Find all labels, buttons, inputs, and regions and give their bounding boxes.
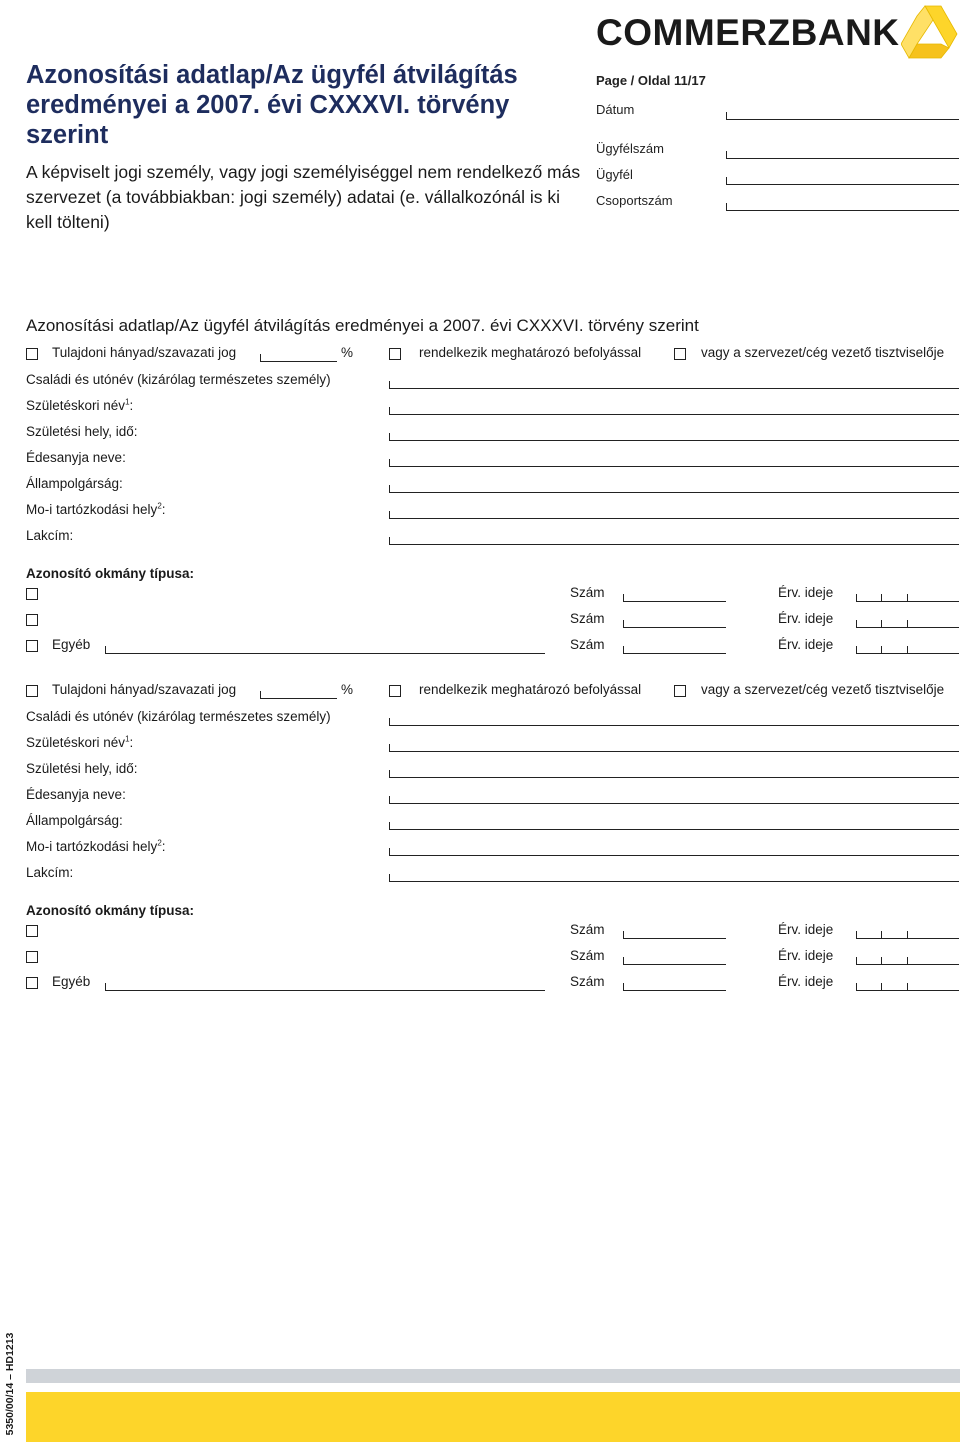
doc-type-label: Azonosító okmány típusa: [26,903,195,918]
validity-divider [881,931,882,938]
officer-label: vagy a szervezet/cég vezető tisztviselője [701,345,945,360]
footer-gray-bar [26,1369,960,1383]
mother-name-label: Édesanyja neve: [26,450,126,465]
bank-logo-ribbon-icon [901,4,959,65]
doc-type-other-label: Egyéb [52,974,91,989]
section-title: Azonosítási adatlap/Az ügyfél átvilágítás eredményei a 2007. évi CXXXVI. törvény szerint [26,316,699,335]
doc-number-field[interactable] [623,594,726,602]
footer-yellow-bar [26,1392,960,1442]
citizenship-label: Állampolgárság: [26,813,123,828]
validity-divider [907,957,908,964]
doc-number-label: Szám [570,974,605,989]
percent-sign: % [341,682,354,697]
validity-label: Érv. ideje [778,948,834,963]
citizenship-field[interactable] [389,822,959,830]
doc-number-field[interactable] [623,983,726,991]
doc-number-label: Szám [570,637,605,652]
validity-divider [907,931,908,938]
page-number: Page / Oldal 11/17 [596,73,706,88]
doc-type-other-field[interactable] [105,983,545,991]
doc-number-field[interactable] [623,620,726,628]
birth-name-label: Születéskori név$^1$: [26,397,134,413]
ownership-checkbox[interactable] [26,348,38,360]
percent-sign: % [341,345,354,360]
doc-number-field[interactable] [623,931,726,939]
client-number-label: Ügyfélszám [596,141,664,156]
name-field[interactable] [389,718,959,726]
doc-type-other-label: Egyéb [52,637,91,652]
doc-type-checkbox-2[interactable] [26,951,38,963]
validity-divider [881,646,882,653]
doc-type-other-checkbox[interactable] [26,640,38,652]
doc-type-other-checkbox[interactable] [26,977,38,989]
group-number-label: Csoportszám [596,193,673,208]
document-title: Azonosítási adatlap/Az ügyfél átvilágítás eredményei a 2007. évi CXXXVI. törvény szerint [26,61,518,149]
control-checkbox[interactable] [389,348,401,360]
citizenship-field[interactable] [389,485,959,493]
doc-number-field[interactable] [623,957,726,965]
address-label: Lakcím: [26,528,74,543]
doc-type-checkbox-1[interactable] [26,588,38,600]
birth-place-label: Születési hely, idő: [26,761,138,776]
birth-place-field[interactable] [389,770,959,778]
mother-name-label: Édesanyja neve: [26,787,126,802]
validity-label: Érv. ideje [778,611,834,626]
control-label: rendelkezik meghatározó befolyással [419,682,642,697]
doc-number-label: Szám [570,948,605,963]
address-field[interactable] [389,874,959,882]
name-label: Családi és utónév (kizárólag természetes személy) [26,372,331,387]
doc-number-label: Szám [570,611,605,626]
validity-divider [907,983,908,990]
validity-label: Érv. ideje [778,922,834,937]
birth-name-label: Születéskori név$^1$: [26,734,134,750]
date-label: Dátum [596,102,635,117]
officer-checkbox[interactable] [674,685,686,697]
address-label: Lakcím: [26,865,74,880]
doc-number-label: Szám [570,585,605,600]
validity-divider [881,620,882,627]
doc-type-checkbox-2[interactable] [26,614,38,626]
birth-place-label: Születési hely, idő: [26,424,138,439]
validity-divider [907,620,908,627]
validity-label: Érv. ideje [778,637,834,652]
validity-divider [907,594,908,601]
validity-divider [907,646,908,653]
validity-divider [881,983,882,990]
officer-checkbox[interactable] [674,348,686,360]
validity-label: Érv. ideje [778,974,834,989]
birth-name-field[interactable] [389,407,959,415]
client-field[interactable] [726,177,959,185]
ownership-label: Tulajdoni hányad/szavazati jog [52,682,237,697]
name-label: Családi és utónév (kizárólag természetes személy) [26,709,331,724]
address-field[interactable] [389,537,959,545]
client-number-field[interactable] [726,151,959,159]
ownership-percent-field[interactable] [260,354,337,362]
name-field[interactable] [389,381,959,389]
ownership-label: Tulajdoni hányad/szavazati jog [52,345,237,360]
residence-field[interactable] [389,848,959,856]
validity-label: Érv. ideje [778,585,834,600]
ownership-checkbox[interactable] [26,685,38,697]
document-subtitle: A képviselt jogi személy, vagy jogi személyiséggel nem rendelkező más szervezet (a továbbiakban: jogi személy) adatai (e. vállalkozónál is ki kell tölteni) [26,162,581,232]
residence-field[interactable] [389,511,959,519]
doc-type-checkbox-1[interactable] [26,925,38,937]
officer-label: vagy a szervezet/cég vezető tisztviselője [701,682,945,697]
validity-divider [881,594,882,601]
doc-type-other-field[interactable] [105,646,545,654]
bank-logo-text: COMMERZBANK [596,12,900,53]
doc-number-field[interactable] [623,646,726,654]
client-label: Ügyfél [596,167,633,182]
group-number-field[interactable] [726,203,959,211]
form-code: 5350/00/14 – HD1213 [4,1332,16,1436]
date-field[interactable] [726,112,959,120]
mother-name-field[interactable] [389,796,959,804]
doc-number-label: Szám [570,922,605,937]
birth-place-field[interactable] [389,433,959,441]
validity-divider [881,957,882,964]
birth-name-field[interactable] [389,744,959,752]
citizenship-label: Állampolgárság: [26,476,123,491]
residence-label: Mo-i tartózkodási hely$^2$: [26,838,166,854]
control-label: rendelkezik meghatározó befolyással [419,345,642,360]
doc-type-label: Azonosító okmány típusa: [26,566,195,581]
control-checkbox[interactable] [389,685,401,697]
ownership-percent-field[interactable] [260,691,337,699]
residence-label: Mo-i tartózkodási hely$^2$: [26,501,166,517]
mother-name-field[interactable] [389,459,959,467]
